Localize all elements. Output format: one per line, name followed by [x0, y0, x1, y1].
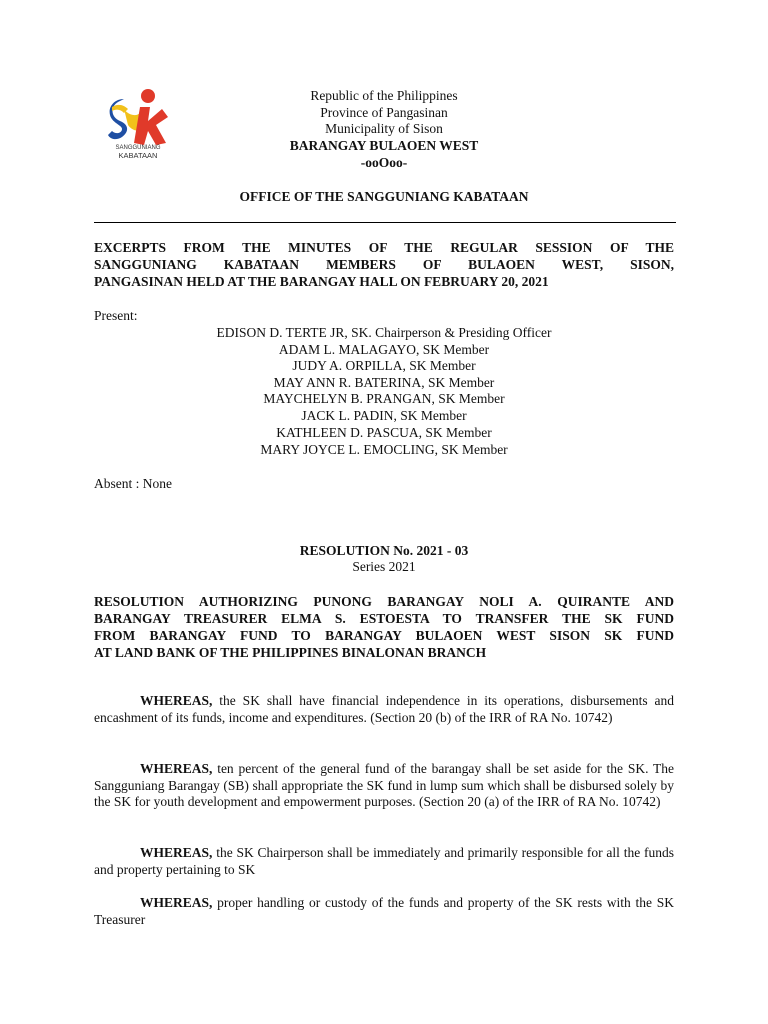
- excerpt-line-2: SANGGUNIANG KABATAAN MEMBERS OF BULAOEN WEST, SISON,: [94, 257, 674, 272]
- whereas-clause: [94, 895, 674, 928]
- absent-line: Absent : None: [94, 476, 172, 491]
- logo-text-top: SANGGUNIANG: [115, 145, 161, 151]
- whereas-clause: [94, 845, 674, 878]
- present-member: MARY JOYCE L. EMOCLING, SK Member: [260, 442, 508, 457]
- resolution-title-line-1: RESOLUTION AUTHORIZING PUNONG BARANGAY NOLI A. QUIRANTE AND: [94, 594, 674, 609]
- whereas-text: proper handling or custody of the funds and property of the SK rests with the SK Treasurer: [94, 895, 674, 927]
- header-barangay: BARANGAY BULAOEN WEST: [289, 138, 479, 153]
- present-member: MAYCHELYN B. PRANGAN, SK Member: [263, 391, 505, 406]
- present-member: JACK L. PADIN, SK Member: [301, 408, 467, 423]
- present-member: JUDY A. ORPILLA, SK Member: [292, 358, 476, 373]
- resolution-title-line-3: FROM BARANGAY FUND TO BARANGAY BULAOEN WEST SISON SK FUND: [94, 628, 674, 643]
- whereas-text: ten percent of the general fund of the barangay shall be set aside for the SK. The Sangguniang Barangay (SB) shall appropriate the SK fund in lump sum which shall be disbursed solely by the SK for youth development and empowerment purposes. (Section 20 (a) of the IRR of RA No. 10742): [94, 761, 674, 809]
- whereas-text: the SK Chairperson shall be immediately and primarily responsible for all the funds and property pertaining to SK: [94, 845, 674, 877]
- whereas-clause: [94, 693, 674, 726]
- header-municipality: Municipality of Sison: [325, 121, 443, 136]
- office-title: OFFICE OF THE SANGGUNIANG KABATAAN: [239, 189, 529, 204]
- present-member: ADAM L. MALAGAYO, SK Member: [278, 342, 490, 357]
- header-republic: Republic of the Philippines: [310, 88, 458, 103]
- present-label: Present:: [94, 308, 138, 323]
- excerpt-line-3: PANGASINAN HELD AT THE BARANGAY HALL ON FEBRUARY 20, 2021: [94, 274, 549, 289]
- present-member: EDISON D. TERTE JR, SK. Chairperson & Presiding Officer: [216, 325, 552, 340]
- present-member: KATHLEEN D. PASCUA, SK Member: [276, 425, 492, 440]
- whereas-clause: [94, 761, 674, 811]
- excerpt-line-1: EXCERPTS FROM THE MINUTES OF THE REGULAR SESSION OF THE: [94, 240, 674, 255]
- whereas-lead: WHEREAS,: [140, 761, 213, 776]
- header-divider: [94, 222, 676, 223]
- header-ornament: -ooOoo-: [360, 155, 408, 170]
- resolution-title-line-4: AT LAND BANK OF THE PHILIPPINES BINALONAN BRANCH: [94, 645, 487, 660]
- present-member: MAY ANN R. BATERINA, SK Member: [273, 375, 495, 390]
- whereas-lead: WHEREAS,: [140, 845, 213, 860]
- logo-text-bottom: KABATAAN: [118, 151, 158, 160]
- whereas-lead: WHEREAS,: [140, 693, 213, 708]
- header-province: Province of Pangasinan: [320, 105, 448, 120]
- resolution-title-line-2: BARANGAY TREASURER ELMA S. ESTOESTA TO TRANSFER THE SK FUND: [94, 611, 674, 626]
- resolution-number: RESOLUTION No. 2021 - 03: [299, 543, 469, 558]
- resolution-series: Series 2021: [352, 559, 416, 574]
- whereas-text: the SK shall have financial independence in its operations, disbursements and encashment of its funds, income and expenditures. (Section 20 (b) of the IRR of RA No. 10742): [94, 693, 674, 725]
- whereas-lead: WHEREAS,: [140, 895, 213, 910]
